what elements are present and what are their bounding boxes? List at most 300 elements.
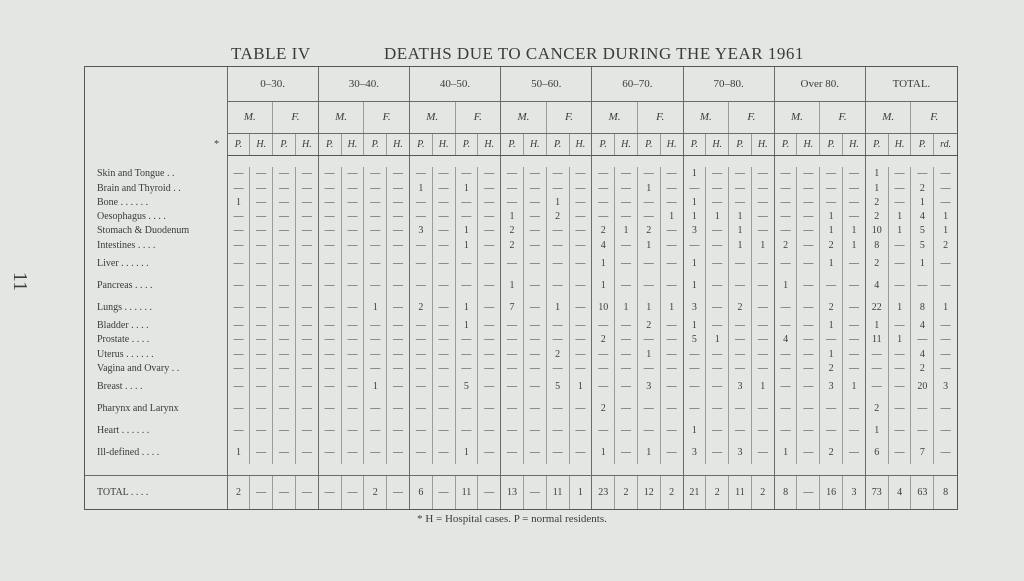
data-cell: — [432, 442, 455, 464]
data-cell: 3 [683, 296, 706, 318]
total-cell: — [387, 475, 410, 509]
data-cell: 1 [592, 252, 615, 274]
total-cell: — [250, 475, 273, 509]
data-cell: — [820, 167, 843, 181]
data-cell: — [660, 376, 683, 398]
data-cell: 1 [865, 420, 888, 442]
data-cell: 1 [888, 224, 911, 238]
data-cell: — [888, 347, 911, 361]
table-row [85, 224, 957, 238]
data-cell: — [318, 209, 341, 223]
data-cell: — [592, 209, 615, 223]
data-cell: — [706, 167, 729, 181]
data-cell: 10 [865, 224, 888, 238]
data-cell: — [637, 333, 660, 347]
data-cell: — [751, 209, 774, 223]
data-cell: — [409, 361, 432, 375]
total-cell: — [523, 475, 546, 509]
data-cell: 2 [729, 296, 752, 318]
total-cell: — [273, 475, 296, 509]
data-cell: 5 [911, 238, 934, 252]
table-row [85, 209, 957, 223]
data-cell: 1 [706, 333, 729, 347]
data-cell: 4 [911, 318, 934, 332]
data-cell: — [615, 195, 638, 209]
data-cell: — [318, 376, 341, 398]
data-cell: 1 [683, 167, 706, 181]
data-cell: — [341, 420, 364, 442]
ph-header: P. [683, 133, 706, 155]
data-cell: — [820, 420, 843, 442]
ph-header: H. [387, 133, 410, 155]
data-cell: — [546, 238, 569, 252]
data-cell: — [615, 361, 638, 375]
data-cell: 1 [729, 224, 752, 238]
data-cell: — [455, 209, 478, 223]
data-cell: — [501, 420, 524, 442]
data-cell: 1 [546, 195, 569, 209]
data-cell: — [364, 195, 387, 209]
data-cell: — [478, 361, 501, 375]
data-cell: 1 [729, 209, 752, 223]
data-cell: — [888, 252, 911, 274]
data-cell: — [478, 376, 501, 398]
age-group-header: Over 80. [774, 67, 865, 101]
data-cell: — [409, 167, 432, 181]
data-cell: — [387, 181, 410, 195]
data-cell: — [341, 347, 364, 361]
data-cell: — [273, 333, 296, 347]
row-label: Vagina and Ovary . . [97, 363, 180, 375]
data-cell: — [706, 252, 729, 274]
data-cell: — [478, 420, 501, 442]
data-cell: 1 [569, 376, 592, 398]
data-cell: — [637, 195, 660, 209]
data-cell: — [432, 347, 455, 361]
data-cell: 8 [911, 296, 934, 318]
data-cell: — [843, 361, 866, 375]
total-cell: 4 [888, 475, 911, 509]
data-cell: 1 [820, 224, 843, 238]
total-cell: 2 [660, 475, 683, 509]
data-cell: — [227, 274, 250, 296]
data-cell: — [295, 376, 318, 398]
data-cell: — [227, 238, 250, 252]
data-cell: 22 [865, 296, 888, 318]
data-cell: — [455, 167, 478, 181]
data-cell: — [432, 195, 455, 209]
data-cell: — [387, 195, 410, 209]
data-cell: — [341, 274, 364, 296]
total-label: TOTAL . . . . [85, 475, 227, 509]
data-cell: — [546, 333, 569, 347]
data-cell: — [843, 296, 866, 318]
data-cell: — [797, 318, 820, 332]
data-cell: — [751, 361, 774, 375]
data-cell: — [911, 167, 934, 181]
data-cell: — [523, 442, 546, 464]
data-cell: — [660, 333, 683, 347]
row-label: Skin and Tongue . . [97, 168, 175, 180]
data-cell: 1 [660, 209, 683, 223]
data-cell: 2 [820, 238, 843, 252]
ph-header: P. [820, 133, 843, 155]
data-cell: 11 [865, 333, 888, 347]
data-cell: — [364, 224, 387, 238]
data-cell: — [250, 181, 273, 195]
data-cell: — [341, 181, 364, 195]
data-cell: 1 [751, 376, 774, 398]
sex-header: M. [774, 101, 820, 133]
data-cell: 1 [865, 181, 888, 195]
data-cell: — [774, 296, 797, 318]
data-cell: — [318, 398, 341, 420]
data-cell: — [432, 252, 455, 274]
data-cell: — [797, 420, 820, 442]
data-cell: — [546, 252, 569, 274]
data-cell: 1 [911, 195, 934, 209]
total-cell: 3 [843, 475, 866, 509]
data-cell: — [341, 238, 364, 252]
data-cell: — [865, 347, 888, 361]
data-cell: 1 [227, 442, 250, 464]
data-cell: — [546, 274, 569, 296]
table-row [85, 318, 957, 332]
data-cell: — [751, 296, 774, 318]
data-cell: 7 [911, 442, 934, 464]
data-cell: — [318, 274, 341, 296]
data-cell: — [318, 347, 341, 361]
data-cell: — [751, 252, 774, 274]
data-cell: — [546, 167, 569, 181]
data-cell: 1 [820, 347, 843, 361]
data-cell: — [569, 318, 592, 332]
data-cell: — [227, 347, 250, 361]
data-cell: — [729, 398, 752, 420]
data-cell: 1 [843, 224, 866, 238]
data-cell: — [888, 274, 911, 296]
data-cell: 1 [501, 274, 524, 296]
data-cell: — [250, 167, 273, 181]
data-cell: — [432, 181, 455, 195]
data-cell: — [295, 238, 318, 252]
data-cell: — [843, 442, 866, 464]
data-cell: — [523, 376, 546, 398]
data-cell: — [637, 398, 660, 420]
row-label: Bladder . . . . [97, 320, 149, 332]
data-cell: — [250, 442, 273, 464]
data-cell: — [934, 420, 957, 442]
total-cell: — [318, 475, 341, 509]
data-cell: 6 [865, 442, 888, 464]
data-cell: — [729, 252, 752, 274]
data-cell: — [409, 252, 432, 274]
data-cell: — [706, 398, 729, 420]
data-cell: — [706, 376, 729, 398]
data-cell: — [341, 195, 364, 209]
sex-header: F. [273, 101, 319, 133]
data-cell: — [318, 318, 341, 332]
data-cell: 3 [820, 376, 843, 398]
data-cell: — [660, 347, 683, 361]
row-label: Brain and Thyroid . . [97, 182, 181, 194]
data-cell: 8 [865, 238, 888, 252]
data-cell: — [523, 209, 546, 223]
data-cell: 1 [820, 318, 843, 332]
data-cell: — [227, 333, 250, 347]
data-cell: — [432, 209, 455, 223]
data-cell: 1 [683, 195, 706, 209]
sex-header: M. [501, 101, 547, 133]
data-cell: — [523, 181, 546, 195]
data-cell: — [523, 333, 546, 347]
data-cell: — [432, 296, 455, 318]
data-cell: — [592, 347, 615, 361]
total-cell: — [478, 475, 501, 509]
age-group-header: 40–50. [409, 67, 500, 101]
data-cell: — [660, 318, 683, 332]
data-cell: — [751, 333, 774, 347]
data-cell: — [751, 442, 774, 464]
data-cell: 4 [865, 274, 888, 296]
data-cell: — [843, 420, 866, 442]
data-cell: — [797, 376, 820, 398]
ph-header: P. [409, 133, 432, 155]
data-cell: — [523, 296, 546, 318]
data-cell: — [409, 209, 432, 223]
ph-header: P. [865, 133, 888, 155]
data-cell: — [706, 318, 729, 332]
data-cell: — [523, 347, 546, 361]
data-cell: — [501, 442, 524, 464]
data-cell: 1 [888, 333, 911, 347]
data-cell: 1 [934, 209, 957, 223]
data-cell: 1 [911, 252, 934, 274]
corner-cell [85, 67, 227, 101]
data-cell: — [364, 209, 387, 223]
table-row [85, 167, 957, 181]
data-cell: — [478, 181, 501, 195]
data-cell: — [523, 195, 546, 209]
data-cell: 3 [637, 376, 660, 398]
ph-header: H. [250, 133, 273, 155]
table-row [85, 274, 957, 296]
data-cell: — [911, 420, 934, 442]
data-cell: 2 [911, 361, 934, 375]
data-cell: — [546, 181, 569, 195]
data-cell: — [774, 376, 797, 398]
data-cell: — [295, 195, 318, 209]
data-cell: — [318, 333, 341, 347]
data-cell: — [660, 398, 683, 420]
data-cell: — [409, 195, 432, 209]
data-cell: — [341, 442, 364, 464]
data-cell: 2 [637, 318, 660, 332]
data-cell: — [478, 296, 501, 318]
data-cell: — [273, 181, 296, 195]
data-cell: — [523, 398, 546, 420]
data-cell: — [318, 420, 341, 442]
data-cell: — [660, 274, 683, 296]
age-group-header: 30–40. [318, 67, 409, 101]
table-row [85, 361, 957, 375]
ph-header: P. [911, 133, 934, 155]
data-cell: 5 [455, 376, 478, 398]
data-cell: — [615, 442, 638, 464]
row-label: Oesophagus . . . . [97, 211, 166, 223]
data-cell: — [797, 274, 820, 296]
age-group-header: 60–70. [592, 67, 683, 101]
data-cell: — [318, 252, 341, 274]
data-cell: — [569, 181, 592, 195]
data-cell: — [432, 361, 455, 375]
data-cell: — [455, 195, 478, 209]
data-cell: 2 [865, 195, 888, 209]
total-cell: 1 [569, 475, 592, 509]
data-cell: — [546, 442, 569, 464]
sex-header: F. [546, 101, 592, 133]
data-cell: 10 [592, 296, 615, 318]
data-cell: 2 [865, 252, 888, 274]
data-cell: — [820, 398, 843, 420]
table-label: TABLE IV [231, 44, 311, 63]
data-cell: — [774, 347, 797, 361]
row-label: Bone . . . . . . [97, 196, 149, 208]
table-row [85, 420, 957, 442]
row-label: Pancreas . . . . [97, 279, 153, 291]
data-cell: — [706, 195, 729, 209]
data-cell: 1 [592, 274, 615, 296]
ph-header: P. [592, 133, 615, 155]
data-cell: — [888, 398, 911, 420]
data-cell: — [660, 238, 683, 252]
data-cell: — [478, 318, 501, 332]
row-label: Intestines . . . . [97, 239, 156, 251]
data-cell: 1 [774, 274, 797, 296]
row-label: Lungs . . . . . . [97, 301, 152, 313]
data-cell: — [615, 376, 638, 398]
data-cell: — [774, 167, 797, 181]
ph-header: H. [751, 133, 774, 155]
data-cell: 20 [911, 376, 934, 398]
data-cell: 1 [592, 442, 615, 464]
data-cell: — [751, 167, 774, 181]
data-cell: — [888, 238, 911, 252]
data-cell: — [455, 252, 478, 274]
data-cell: — [432, 318, 455, 332]
data-cell: 1 [843, 376, 866, 398]
data-cell: — [797, 238, 820, 252]
table-title: DEATHS DUE TO CANCER DURING THE YEAR 1961 [384, 44, 804, 63]
data-cell: 1 [888, 296, 911, 318]
data-cell: 2 [592, 398, 615, 420]
data-cell: — [318, 167, 341, 181]
data-cell: — [615, 181, 638, 195]
data-cell: — [387, 420, 410, 442]
data-cell: — [751, 420, 774, 442]
row-label: Pharynx and Larynx [97, 403, 179, 415]
total-cell: 2 [364, 475, 387, 509]
data-cell: — [569, 420, 592, 442]
data-cell: — [341, 209, 364, 223]
data-cell: — [409, 442, 432, 464]
data-cell: 2 [592, 333, 615, 347]
data-cell: — [523, 167, 546, 181]
data-cell: — [683, 238, 706, 252]
data-cell: — [250, 209, 273, 223]
sex-header: F. [911, 101, 957, 133]
data-cell: — [569, 296, 592, 318]
data-cell: — [843, 347, 866, 361]
data-cell: — [774, 252, 797, 274]
total-cell: — [432, 475, 455, 509]
data-cell: 1 [843, 238, 866, 252]
data-cell: — [751, 181, 774, 195]
data-cell: 1 [455, 318, 478, 332]
data-cell: — [523, 361, 546, 375]
data-cell: — [341, 333, 364, 347]
data-cell: 1 [865, 167, 888, 181]
data-cell: — [865, 376, 888, 398]
total-cell: 11 [729, 475, 752, 509]
data-cell: 2 [934, 238, 957, 252]
data-cell: — [295, 420, 318, 442]
data-cell: — [774, 318, 797, 332]
data-cell: — [250, 398, 273, 420]
data-cell: — [592, 420, 615, 442]
data-cell: — [774, 195, 797, 209]
table-row [85, 333, 957, 347]
data-cell: — [569, 238, 592, 252]
data-cell: — [843, 333, 866, 347]
ph-header: H. [660, 133, 683, 155]
data-cell: — [387, 333, 410, 347]
ph-header: H. [569, 133, 592, 155]
data-cell: — [409, 398, 432, 420]
total-cell: 13 [501, 475, 524, 509]
data-cell: — [318, 195, 341, 209]
data-cell: — [774, 209, 797, 223]
data-cell: 3 [729, 376, 752, 398]
data-cell: — [934, 361, 957, 375]
data-cell: — [273, 252, 296, 274]
ph-header: H. [432, 133, 455, 155]
star-marker: * [213, 138, 219, 150]
data-cell: — [660, 252, 683, 274]
sex-header: F. [364, 101, 410, 133]
data-cell: 4 [774, 333, 797, 347]
data-cell: — [774, 181, 797, 195]
data-cell: — [364, 167, 387, 181]
ph-header: H. [295, 133, 318, 155]
data-cell: — [615, 238, 638, 252]
data-cell: 1 [683, 318, 706, 332]
data-cell: — [478, 347, 501, 361]
row-label: Stomach & Duodenum [97, 225, 190, 237]
sex-header: F. [455, 101, 501, 133]
data-cell: — [318, 442, 341, 464]
data-cell: — [432, 398, 455, 420]
data-cell: — [843, 252, 866, 274]
data-cell: — [751, 274, 774, 296]
row-label: Ill-defined . . . . [97, 447, 160, 459]
data-cell: — [273, 224, 296, 238]
data-cell: — [250, 224, 273, 238]
data-cell: — [637, 209, 660, 223]
data-cell: — [888, 195, 911, 209]
age-group-header: 70–80. [683, 67, 774, 101]
data-cell: — [250, 238, 273, 252]
